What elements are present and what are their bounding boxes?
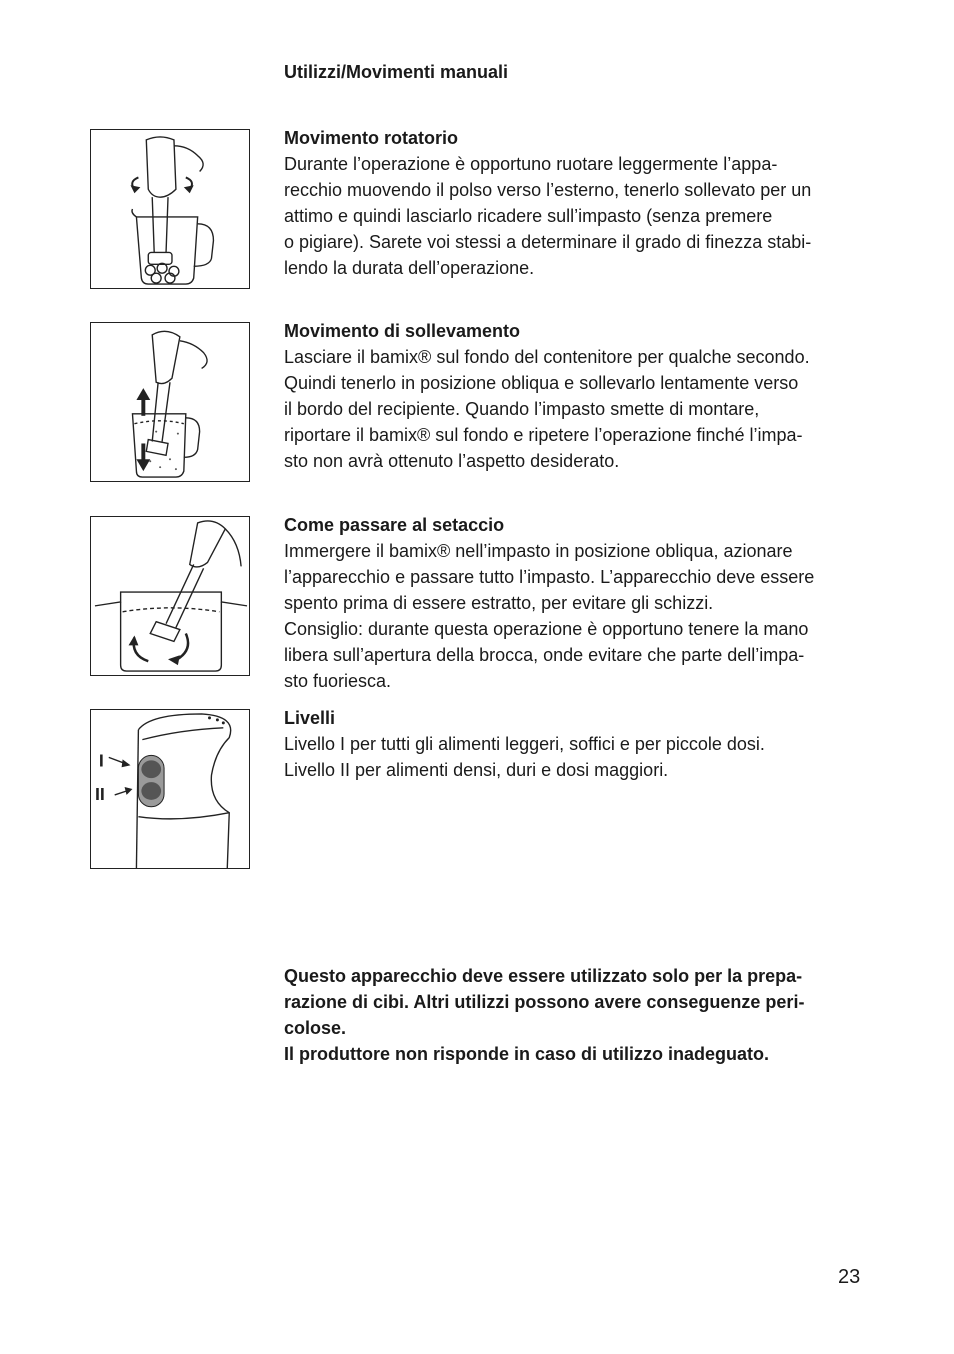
section-line: Durante l’operazione è opportuno ruotare leggermente l’appa- [284,154,778,174]
speed-level-1-label: I [98,750,104,771]
section-line: recchio muovendo il polso verso l’esterno, tenerlo sollevato per un [284,180,812,200]
blender-speed-buttons-icon [91,710,249,868]
page-number: 23 [838,1266,861,1288]
section-speed-levels [284,705,874,783]
section-heading: Come passare al setaccio [284,515,505,535]
section-heading: Movimento rotatorio [284,128,458,148]
section-sieving [284,512,874,694]
section-line: attimo e quindi lasciarlo ricadere sull’impasto (senza premere [284,206,773,226]
section-line: spento prima di essere estratto, per evitare gli schizzi. [284,593,714,613]
hand-blender-lifting-in-jug-icon [91,323,249,481]
section-line: lendo la durata dell’operazione. [284,258,535,278]
section-line: Quindi tenerlo in posizione obliqua e sollevarlo lentamente verso [284,373,799,393]
section-line: l’apparecchio e passare tutto l’impasto. L’apparecchio deve essere [284,567,815,587]
section-line: Consiglio: durante questa operazione è opportuno tenere la mano [284,619,809,639]
section-line: libera sull’apertura della brocca, onde evitare che parte dell’impa- [284,645,805,665]
section-line: Immergere il bamix® nell’impasto in posizione obliqua, azionare [284,541,793,561]
notice-line: Il produttore non risponde in caso di utilizzo inadeguato. [284,1044,769,1064]
safety-notice [284,963,874,1067]
section-line: Lasciare il bamix® sul fondo del contenitore per qualche secondo. [284,347,810,367]
hand-blender-in-pot-icon [91,517,249,675]
section-line: sto fuoriesca. [284,671,392,691]
section-line: o pigiare). Sarete voi stessi a determinare il grado di finezza stabi- [284,232,812,252]
section-line: sto non avrà ottenuto l’aspetto desiderato. [284,451,620,471]
section-heading: Livelli [284,708,336,728]
sieving-figure [90,516,250,676]
section-heading: Movimento di sollevamento [284,321,521,341]
notice-line: colose. [284,1018,347,1038]
speed-level-2-label: II [94,783,105,804]
lifting-movement-figure [90,322,250,482]
section-line: il bordo del recipiente. Quando l’impasto smette di montare, [284,399,760,419]
notice-line: razione di cibi. Altri utilizzi possono avere conseguenze peri- [284,992,805,1012]
section-lifting-movement [284,318,874,474]
notice-line: Questo apparecchio deve essere utilizzato solo per la prepa- [284,966,803,986]
speed-levels-figure [90,709,250,869]
section-rotary-movement [284,125,874,281]
page-title: Utilizzi/Movimenti manuali [284,62,509,82]
hand-blender-rotating-in-jug-icon [91,130,249,288]
section-line: riportare il bamix® sul fondo e ripetere l’operazione finché l’impa- [284,425,803,445]
section-line: Livello I per tutti gli alimenti leggeri, soffici e per piccole dosi. [284,734,765,754]
section-line: Livello II per alimenti densi, duri e dosi maggiori. [284,760,669,780]
rotary-movement-figure [90,129,250,289]
